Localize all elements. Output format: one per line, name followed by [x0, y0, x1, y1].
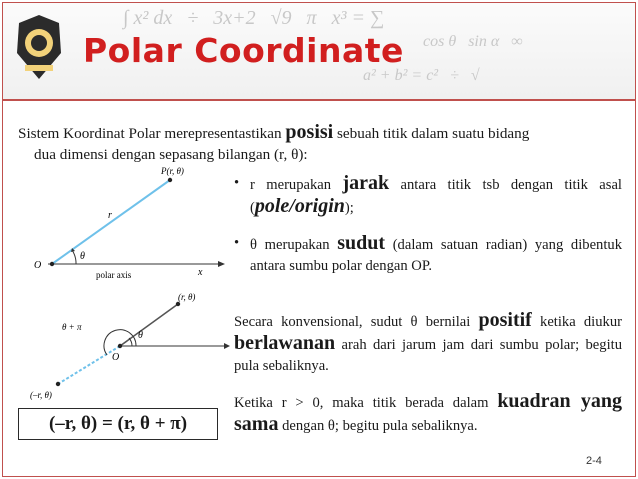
- angle-arc: [129, 338, 132, 346]
- radius-label: r: [108, 210, 112, 221]
- paragraph-quadrant: Ketika r > 0, maka titik berada dalam kuadran yang sama dengan θ; begitu pula sebaliknya.: [234, 390, 622, 435]
- emphasis-berlawanan: berlawanan: [234, 332, 336, 354]
- point-r-theta: [176, 302, 180, 306]
- intro-line-1: Sistem Koordinat Polar merepresentastikan posisi sebuah titik dalam suatu bidang: [18, 121, 530, 143]
- negative-radius-line: [58, 346, 120, 384]
- point-label: (r, θ): [178, 292, 196, 302]
- background-doodle: cos θ sin α ∞: [423, 33, 523, 50]
- emphasis-positif: positif: [478, 309, 532, 331]
- emphasis-kuadran: kuadran yang sama: [234, 390, 622, 435]
- formula-box: (–r, θ) = (r, θ + π): [18, 408, 218, 440]
- emphasis-posisi: posisi: [285, 121, 334, 143]
- page-number: 2-4: [586, 455, 602, 467]
- point-p: [168, 178, 172, 182]
- x-axis-label: x: [198, 267, 203, 278]
- polar-figure-1: [18, 162, 232, 282]
- paragraph-convention: Secara konvensional, sudut θ bernilai positif ketika diukur berlawanan arah dari jarum jam dari sumbu polar; begitu pula sebaliknya.: [234, 309, 622, 374]
- bullet-sudut: • θ merupakan sudut (dalam satuan radian) yang dibentuk antara sumbu polar dengan OP.: [234, 232, 622, 274]
- axis-arrow: [218, 261, 225, 267]
- emphasis-pole-origin: pole/origin: [254, 195, 345, 217]
- angle-arc: [72, 250, 76, 264]
- background-doodle: ∫ x² dx ÷ 3x+2 √9 π x³ = ∑: [123, 7, 385, 29]
- angle-label: θ: [138, 330, 143, 341]
- page-title: Polar Coordinate: [83, 31, 404, 70]
- polar-figure-2: [28, 288, 230, 408]
- point-label: P(r, θ): [161, 166, 184, 176]
- radius-line: [52, 180, 170, 264]
- emphasis-sudut: sudut: [337, 232, 386, 254]
- negative-point-label: (–r, θ): [30, 390, 52, 400]
- origin-point: [118, 344, 122, 348]
- emphasis-jarak: jarak: [342, 172, 390, 194]
- intro-line-2: dua dimensi dengan sepasang bilangan (r, θ):: [34, 146, 308, 163]
- origin-point: [50, 262, 54, 266]
- radius-line: [120, 304, 178, 346]
- background-doodle: a² + b² = c² ÷ √: [363, 67, 480, 84]
- point-neg-r-theta: [56, 382, 60, 386]
- bullet-dot: •: [234, 175, 240, 191]
- origin-label: O: [34, 260, 42, 271]
- intro-paragraph: [18, 122, 620, 165]
- bullet-jarak: • r merupakan jarak antara titik tsb dengan titik asal (pole/origin);: [234, 172, 622, 217]
- angle-label: θ: [80, 251, 85, 262]
- origin-label: O: [112, 352, 120, 363]
- angle-plus-pi-label: θ + π: [62, 322, 82, 332]
- bullet-dot: •: [234, 235, 240, 251]
- axis-arrow: [224, 343, 230, 349]
- polar-axis-label: polar axis: [96, 270, 132, 280]
